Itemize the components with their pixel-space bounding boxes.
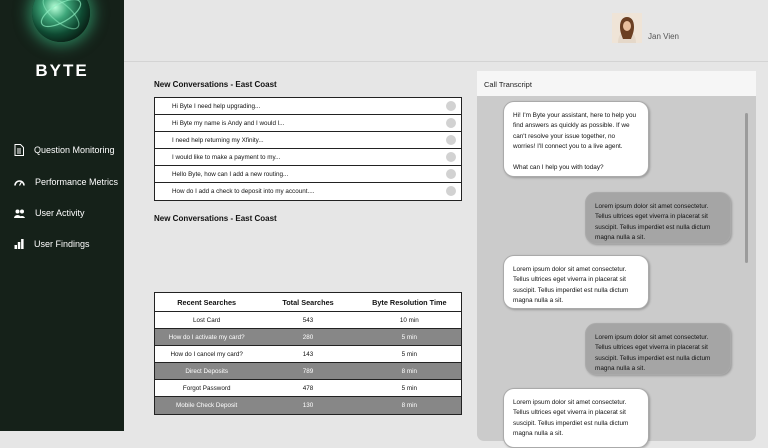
chat-message-user: Lorem ipsum dolor sit amet consectetur. Tellus ultrices eget viverra in placerat sit suscipit. Tellus imperdiet est nulla dictum magna nulla a sit. (585, 192, 731, 244)
table-row[interactable]: Direct Deposits 789 8 min (155, 363, 461, 380)
logo-orb-icon (32, 0, 90, 42)
users-icon (14, 209, 25, 218)
sidebar-item-label: User Findings (34, 239, 90, 249)
chat-message-user: Lorem ipsum dolor sit amet consectetur. Tellus ultrices eget viverra in placerat sit suscipit. Tellus imperdiet est nulla dictum magna nulla a sit. (585, 323, 731, 375)
chat-message-bot: Lorem ipsum dolor sit amet consectetur. Tellus ultrices eget viverra in placerat sit suscipit. Tellus imperdiet est nulla dictum magna nulla a sit. (503, 255, 649, 309)
conversation-list (154, 97, 462, 201)
chat-message-bot: Hi! I'm Byte your assistant, here to help you find answers as quickly as possible. If we can't resolve your issue together, no worries! I'll connect you to a live agent. What can I help you with today? (503, 101, 649, 177)
sidebar-item-label: Performance Metrics (35, 177, 119, 187)
status-dot (446, 186, 456, 196)
transcript-title: Call Transcript (477, 71, 756, 96)
recent-searches-table (154, 292, 462, 415)
table-header: Recent Searches Total Searches Byte Resolution Time (155, 293, 461, 312)
table-row[interactable]: How do I activate my card? 280 5 min (155, 329, 461, 346)
table-row[interactable]: Forgot Password 478 5 min (155, 380, 461, 397)
gauge-icon (14, 178, 25, 186)
status-dot (446, 101, 456, 111)
table-row[interactable]: Mobile Check Deposit 130 8 min (155, 397, 461, 414)
status-dot (446, 152, 456, 162)
sidebar-item-user-findings[interactable] (14, 239, 90, 249)
sidebar-item-label: Question Monitoring (34, 145, 115, 155)
list-item[interactable]: I need help returning my Xfinity... (155, 132, 461, 149)
list-item[interactable]: Hi Byte my name is Andy and I would l... (155, 115, 461, 132)
conversations-title-2: New Conversations - East Coast (154, 214, 277, 223)
sidebar-item-user-activity[interactable] (14, 208, 85, 218)
top-header (124, 0, 768, 62)
list-item[interactable]: Hi Byte I need help upgrading... (155, 98, 461, 115)
status-dot (446, 118, 456, 128)
document-icon (14, 144, 24, 156)
avatar[interactable] (612, 13, 642, 43)
sidebar (0, 0, 124, 431)
list-item[interactable]: How do I add a check to deposit into my account.... (155, 183, 461, 200)
call-transcript-panel (477, 71, 756, 441)
sidebar-item-label: User Activity (35, 208, 85, 218)
table-row[interactable]: How do I cancel my card? 143 5 min (155, 346, 461, 363)
chat-message-bot: Lorem ipsum dolor sit amet consectetur. Tellus ultrices eget viverra in placerat sit suscipit. Tellus imperdiet est nulla dictum magna nulla a sit. (503, 388, 649, 448)
list-item[interactable]: Hello Byte, how can I add a new routing... (155, 166, 461, 183)
status-dot (446, 169, 456, 179)
user-name[interactable]: Jan Vien (648, 32, 679, 41)
sidebar-item-question-monitoring[interactable] (14, 144, 115, 156)
brand-name: BYTE (35, 61, 89, 80)
conversations-title: New Conversations - East Coast (154, 80, 277, 89)
scrollbar[interactable] (745, 113, 748, 263)
sidebar-item-performance-metrics[interactable] (14, 177, 118, 187)
bar-chart-icon (14, 239, 24, 249)
status-dot (446, 135, 456, 145)
list-item[interactable]: I would like to make a payment to my... (155, 149, 461, 166)
table-row[interactable]: Lost Card 543 10 min (155, 312, 461, 329)
